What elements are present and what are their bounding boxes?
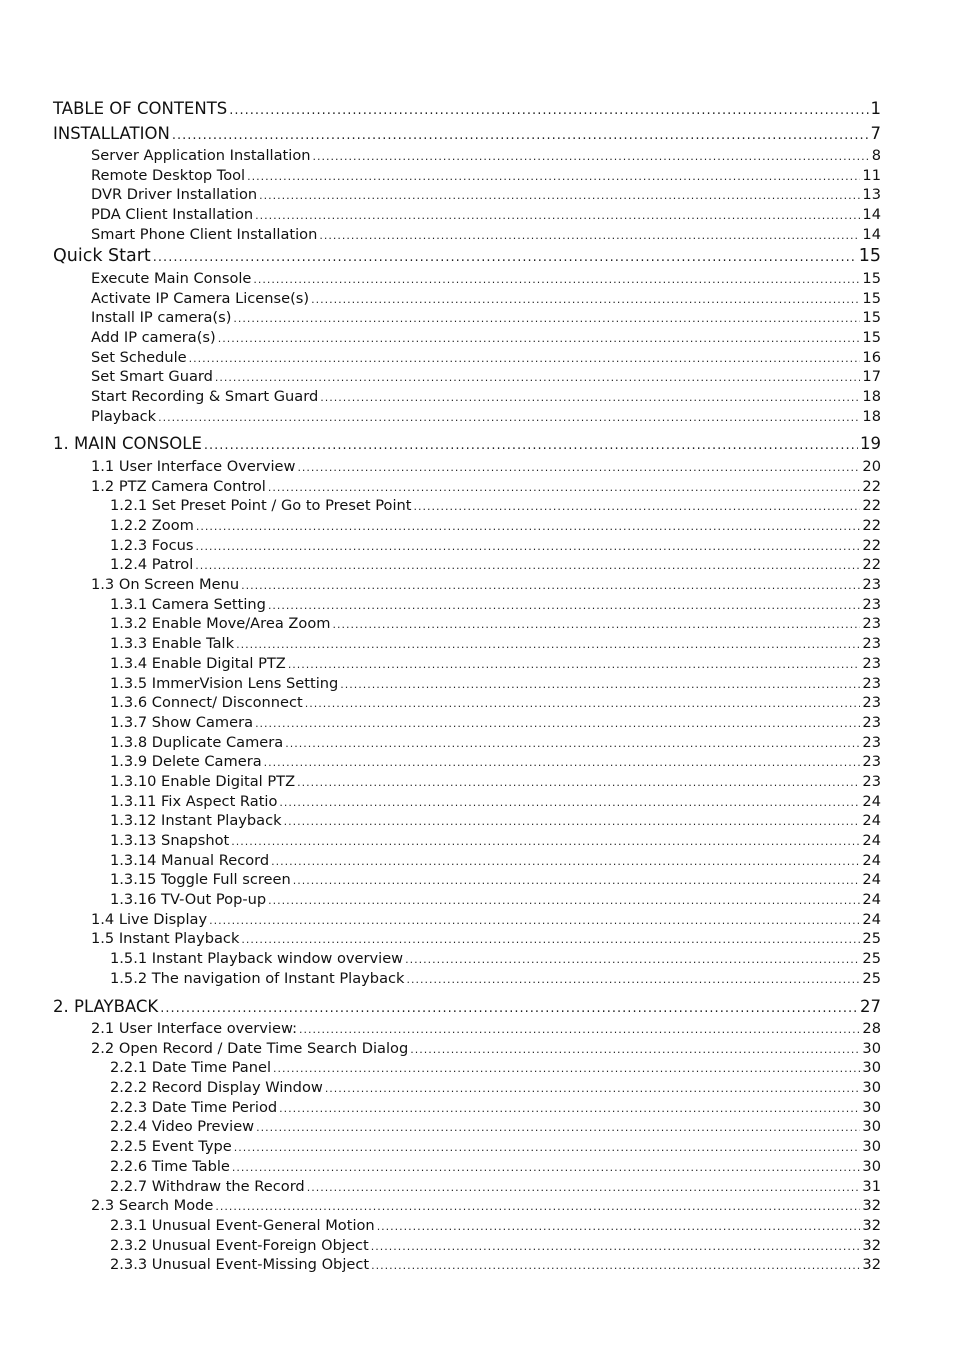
toc-entry[interactable] [53, 910, 881, 930]
toc-entry[interactable] [53, 225, 881, 245]
toc-entry-title: Add IP camera(s) [91, 329, 216, 346]
toc-entry[interactable] [53, 555, 881, 575]
toc-entry-page-number: 15 [858, 246, 881, 267]
toc-entry-title: 2. PLAYBACK [53, 996, 159, 1016]
dot-leader [247, 167, 860, 187]
dot-leader [232, 1158, 861, 1178]
toc-entry-title: 1. MAIN CONSOLE [53, 434, 202, 454]
toc-entry[interactable] [53, 575, 881, 595]
toc-entry[interactable] [53, 328, 881, 348]
dot-leader [405, 950, 860, 970]
toc-entry-page-number: 32 [862, 1216, 881, 1234]
toc-entry[interactable] [53, 269, 881, 289]
toc-entry[interactable] [53, 122, 881, 147]
dot-leader [284, 812, 861, 832]
toc-entry-title: 1.3.16 TV-Out Pop-up [110, 891, 267, 909]
dot-leader [377, 1217, 861, 1237]
toc-entry[interactable] [53, 693, 881, 713]
toc-entry-title: INSTALLATION [53, 123, 170, 143]
toc-entry-page-number: 30 [862, 1059, 881, 1077]
toc-entry-title: 1.5.2 The navigation of Instant Playback [110, 969, 405, 987]
toc-entry-page-number: 14 [862, 206, 881, 224]
toc-entry-title: 1.4 Live Display [91, 910, 208, 928]
toc-entry-title: 1.1 User Interface Overview [91, 457, 296, 475]
toc-entry-page-number: 23 [862, 772, 881, 790]
dot-leader [313, 147, 870, 167]
toc-entry-title: 2.3.2 Unusual Event-Foreign Object [110, 1236, 369, 1254]
dot-leader [195, 537, 860, 557]
toc-entry-title: 1.3.12 Instant Playback [110, 812, 282, 830]
toc-entry-title: Set Schedule [91, 348, 187, 366]
table-of-contents [53, 97, 881, 1275]
toc-entry-page-number: 7 [870, 123, 881, 143]
toc-entry-page-number: 28 [862, 1020, 881, 1037]
toc-entry[interactable] [53, 432, 881, 457]
dot-leader [241, 576, 860, 596]
dot-leader [153, 246, 857, 271]
dot-leader [215, 1197, 860, 1217]
toc-entry-title: Remote Desktop Tool [91, 166, 246, 184]
toc-entry-title: PDA Client Installation [91, 206, 254, 224]
dot-leader [371, 1256, 860, 1276]
toc-entry-title: TABLE OF CONTENTS [53, 99, 228, 118]
toc-entry[interactable] [53, 595, 881, 615]
toc-entry-title: Server Application Installation [91, 147, 311, 164]
toc-entry-title: Smart Phone Client Installation [91, 225, 318, 243]
dot-leader [236, 635, 860, 655]
toc-entry[interactable] [53, 949, 881, 969]
toc-entry-title: 2.2.2 Record Display Window [110, 1079, 323, 1097]
toc-entry[interactable] [53, 1039, 881, 1059]
toc-entry-title: 1.3.9 Delete Camera [110, 753, 262, 771]
toc-entry-page-number: 1 [870, 99, 881, 118]
toc-entry-page-number: 24 [862, 792, 881, 810]
dot-leader [255, 206, 860, 226]
toc-entry-title: 1.2 PTZ Camera Control [91, 477, 266, 495]
toc-entry[interactable] [53, 308, 881, 328]
toc-entry-title: 1.3.6 Connect/ Disconnect [110, 694, 303, 712]
toc-entry-title: 1.3.11 Fix Aspect Ratio [110, 792, 278, 810]
dot-leader [297, 773, 860, 793]
dot-leader [332, 615, 860, 635]
toc-entry-page-number: 23 [862, 654, 881, 672]
dot-leader [259, 186, 860, 206]
toc-entry-page-number: 32 [862, 1197, 881, 1215]
dot-leader [172, 124, 869, 149]
toc-entry-title: 1.3.10 Enable Digital PTZ [110, 772, 296, 790]
toc-entry-title: 1.3.5 ImmerVision Lens Setting [110, 674, 339, 692]
toc-entry-title: 1.3.4 Enable Digital PTZ [110, 654, 286, 672]
toc-entry-title: 1.3 On Screen Menu [91, 576, 240, 594]
toc-entry-page-number: 17 [862, 368, 881, 386]
toc-entry-title: 2.2.6 Time Table [110, 1157, 230, 1175]
toc-entry-title: Start Recording & Smart Guard [91, 388, 319, 406]
toc-entry[interactable] [53, 851, 881, 871]
dot-leader [189, 349, 861, 369]
toc-entry[interactable] [53, 1196, 881, 1216]
dot-leader [279, 793, 860, 813]
toc-entry-title: 1.2.3 Focus [110, 536, 194, 554]
toc-entry[interactable] [53, 477, 881, 497]
toc-entry-title: 2.3 Search Mode [91, 1197, 214, 1215]
toc-entry-page-number: 27 [860, 996, 881, 1016]
toc-entry[interactable] [53, 831, 881, 851]
toc-entry-title: 2.2 Open Record / Date Time Search Dialog [91, 1039, 409, 1057]
toc-entry[interactable] [53, 244, 881, 269]
toc-entry-title: Playback [91, 407, 157, 425]
toc-entry[interactable] [53, 713, 881, 733]
toc-entry-page-number: 15 [862, 269, 881, 287]
dot-leader [233, 309, 860, 329]
dot-leader [195, 556, 860, 576]
toc-entry-page-number: 30 [862, 1098, 881, 1116]
dot-leader [241, 930, 860, 950]
toc-entry-title: 1.5.1 Instant Playback window overview [110, 950, 404, 968]
dot-leader [279, 1099, 860, 1119]
toc-entry-title: 1.3.7 Show Camera [110, 713, 254, 731]
dot-leader [407, 970, 861, 990]
toc-entry-page-number: 11 [862, 166, 881, 184]
toc-entry-page-number: 22 [862, 497, 881, 515]
toc-entry-page-number: 23 [862, 635, 881, 653]
toc-entry-page-number: 18 [862, 407, 881, 425]
toc-entry-page-number: 8 [871, 147, 881, 164]
toc-entry-title: Execute Main Console [91, 269, 252, 287]
toc-entry-page-number: 30 [862, 1157, 881, 1175]
toc-entry[interactable] [53, 772, 881, 792]
dot-leader [209, 911, 860, 931]
dot-leader [231, 832, 860, 852]
dot-leader [319, 226, 860, 246]
dot-leader [311, 290, 860, 310]
toc-entry[interactable] [53, 367, 881, 387]
toc-entry[interactable] [53, 205, 881, 225]
dot-leader [325, 1079, 861, 1099]
toc-entry-title: 2.3.3 Unusual Event-Missing Object [110, 1256, 370, 1274]
toc-entry-title: 1.2.4 Patrol [110, 556, 194, 574]
toc-entry[interactable] [53, 289, 881, 309]
toc-entry-title: 1.3.15 Toggle Full screen [110, 871, 291, 889]
toc-entry-title: DVR Driver Installation [91, 186, 258, 204]
dot-leader [234, 1138, 861, 1158]
dot-leader [158, 408, 860, 428]
dot-leader [297, 458, 860, 478]
toc-entry[interactable] [53, 1019, 881, 1039]
dot-leader [268, 891, 860, 911]
toc-entry-title: 2.2.1 Date Time Panel [110, 1059, 272, 1077]
toc-entry[interactable] [53, 792, 881, 812]
toc-entry[interactable] [53, 1058, 881, 1078]
toc-entry[interactable] [53, 146, 881, 166]
toc-entry-title: Quick Start [53, 246, 151, 267]
toc-entry-title: 1.3.13 Snapshot [110, 832, 230, 849]
toc-entry-title: 1.5 Instant Playback [91, 930, 240, 948]
dot-leader [285, 734, 860, 754]
toc-entry[interactable] [53, 969, 881, 989]
toc-entry[interactable] [53, 1157, 881, 1177]
dot-leader [160, 997, 858, 1022]
toc-entry[interactable] [53, 185, 881, 205]
toc-entry[interactable] [53, 457, 881, 477]
toc-entry[interactable] [53, 870, 881, 890]
dot-leader [299, 1020, 860, 1040]
toc-entry[interactable] [53, 674, 881, 694]
dot-leader [307, 1178, 861, 1198]
toc-entry-page-number: 22 [862, 477, 881, 495]
toc-entry-page-number: 16 [862, 348, 881, 366]
toc-entry-page-number: 30 [862, 1118, 881, 1136]
toc-entry-page-number: 22 [862, 517, 881, 534]
toc-entry[interactable] [53, 752, 881, 772]
dot-leader [218, 329, 861, 349]
toc-entry-page-number: 23 [862, 576, 881, 594]
toc-entry-page-number: 30 [862, 1138, 881, 1156]
toc-entry-page-number: 30 [862, 1079, 881, 1097]
dot-leader [271, 852, 860, 872]
dot-leader [255, 714, 860, 734]
dot-leader [264, 753, 861, 773]
toc-entry[interactable] [53, 407, 881, 427]
toc-entry-title: Set Smart Guard [91, 368, 213, 386]
dot-leader [414, 497, 861, 517]
toc-entry-page-number: 23 [862, 674, 881, 692]
toc-entry[interactable] [53, 516, 881, 536]
toc-entry-page-number: 18 [862, 388, 881, 406]
dot-leader [305, 694, 861, 714]
toc-entry-page-number: 19 [860, 434, 881, 454]
toc-entry[interactable] [53, 348, 881, 368]
dot-leader [268, 478, 861, 498]
toc-entry-page-number: 23 [862, 733, 881, 751]
toc-entry-page-number: 24 [862, 812, 881, 830]
dot-leader [340, 675, 860, 695]
toc-entry[interactable] [53, 890, 881, 910]
toc-entry[interactable] [53, 811, 881, 831]
dot-leader [320, 388, 860, 408]
dot-leader [196, 517, 861, 537]
toc-entry-page-number: 20 [862, 457, 881, 475]
toc-entry[interactable] [53, 97, 881, 122]
toc-entry-title: 1.2.1 Set Preset Point / Go to Preset Point [110, 497, 412, 515]
toc-entry-page-number: 15 [862, 329, 881, 346]
dot-leader [273, 1059, 860, 1079]
toc-entry[interactable] [53, 634, 881, 654]
toc-entry-page-number: 23 [862, 595, 881, 613]
toc-entry[interactable] [53, 166, 881, 186]
toc-entry-page-number: 31 [862, 1177, 881, 1195]
toc-entry-title: 2.2.4 Video Preview [110, 1118, 255, 1136]
toc-entry-page-number: 23 [862, 753, 881, 771]
toc-entry[interactable] [53, 1216, 881, 1236]
toc-entry-page-number: 14 [862, 225, 881, 243]
toc-entry-title: 1.3.14 Manual Record [110, 851, 270, 869]
toc-entry[interactable] [53, 1098, 881, 1118]
toc-entry[interactable] [53, 1177, 881, 1197]
toc-entry-title: 1.2.2 Zoom [110, 517, 194, 534]
toc-entry-page-number: 22 [862, 536, 881, 554]
toc-entry-title: 2.3.1 Unusual Event-General Motion [110, 1216, 375, 1234]
toc-entry[interactable] [53, 995, 881, 1020]
dot-leader [204, 434, 858, 459]
toc-entry-page-number: 23 [862, 615, 881, 633]
toc-entry-title: 2.2.3 Date Time Period [110, 1098, 278, 1116]
toc-entry[interactable] [53, 929, 881, 949]
toc-entry-page-number: 15 [862, 289, 881, 307]
toc-entry-title: Activate IP Camera License(s) [91, 289, 310, 307]
toc-entry-page-number: 24 [862, 891, 881, 909]
toc-entry-page-number: 13 [862, 186, 881, 204]
toc-entry[interactable] [53, 1236, 881, 1256]
dot-leader [253, 270, 860, 290]
dot-leader [268, 596, 860, 616]
toc-entry[interactable] [53, 614, 881, 634]
toc-entry-page-number: 25 [862, 950, 881, 968]
dot-leader [229, 99, 868, 124]
dot-leader [293, 871, 861, 891]
dot-leader [256, 1118, 860, 1138]
toc-entry-page-number: 32 [862, 1256, 881, 1274]
dot-leader [371, 1237, 861, 1257]
toc-entry-page-number: 32 [862, 1236, 881, 1254]
toc-entry-title: 2.1 User Interface overview: [91, 1020, 297, 1037]
toc-entry-page-number: 25 [862, 969, 881, 987]
toc-entry-page-number: 23 [862, 713, 881, 731]
toc-entry[interactable] [53, 1117, 881, 1137]
toc-entry[interactable] [53, 1078, 881, 1098]
toc-entry-page-number: 30 [862, 1039, 881, 1057]
toc-entry[interactable] [53, 733, 881, 753]
toc-entry[interactable] [53, 1255, 881, 1275]
toc-entry-page-number: 22 [862, 556, 881, 574]
toc-entry[interactable] [53, 387, 881, 407]
toc-entry-title: 1.3.2 Enable Move/Area Zoom [110, 615, 331, 633]
toc-entry-title: 1.3.1 Camera Setting [110, 595, 266, 613]
toc-entry-page-number: 24 [862, 832, 881, 849]
toc-entry-page-number: 24 [862, 851, 881, 869]
toc-entry[interactable] [53, 496, 881, 516]
toc-entry[interactable] [53, 536, 881, 556]
toc-entry-title: 1.3.3 Enable Talk [110, 635, 235, 653]
toc-entry[interactable] [53, 1137, 881, 1157]
dot-leader [215, 368, 861, 388]
toc-entry-title: 1.3.8 Duplicate Camera [110, 733, 284, 751]
dot-leader [410, 1040, 860, 1060]
dot-leader [288, 655, 861, 675]
toc-entry-page-number: 15 [862, 309, 881, 327]
toc-entry-page-number: 24 [862, 871, 881, 889]
toc-entry-title: Install IP camera(s) [91, 309, 232, 327]
toc-entry-page-number: 24 [862, 910, 881, 928]
toc-entry-page-number: 25 [862, 930, 881, 948]
toc-entry-title: 2.2.5 Event Type [110, 1138, 232, 1156]
toc-entry[interactable] [53, 654, 881, 674]
toc-entry-title: 2.2.7 Withdraw the Record [110, 1177, 305, 1195]
toc-entry-page-number: 23 [862, 694, 881, 712]
